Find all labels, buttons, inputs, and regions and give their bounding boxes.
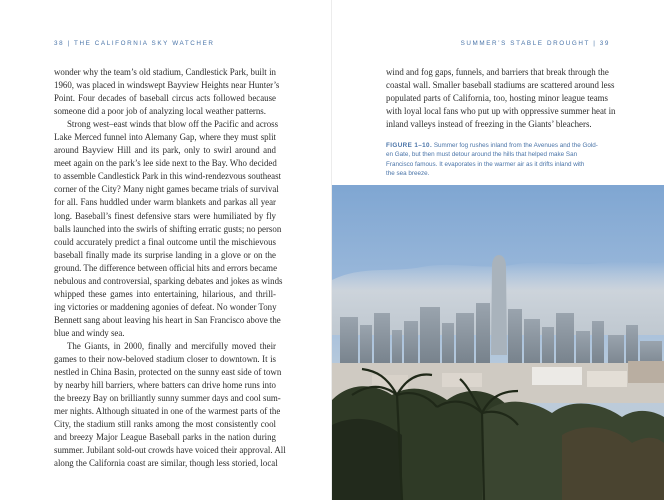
- text-line: mer nights. Although situated in one of the warmest parts of the: [54, 406, 281, 417]
- text-line: someone did a poor job of analyzing local weather patterns.: [54, 106, 266, 117]
- text-line: and breezy Major League Baseball parks in the nation during: [54, 432, 276, 443]
- right-body-text: [386, 66, 616, 131]
- right-running-header: SUMMER’S STABLE DROUGHT | 39: [460, 40, 610, 47]
- caption-line: Summer fog rushes inland from the Avenues and the Gold-: [432, 142, 598, 149]
- text-line: with loyal local fans who put up with oppressive summer heat in: [386, 106, 616, 117]
- text-line: the breezy Bay on brilliantly sunny summer days and cool sum-: [54, 393, 281, 404]
- caption-line: en Gate, but then must detour around the hills that helped make San: [386, 151, 578, 159]
- text-line: summer. Jubilant sold-out crowds have voiced their approval. All: [54, 445, 286, 456]
- text-line: nebulous and controversial, sparking debates and jokes as winds: [54, 275, 283, 286]
- figure-label: FIGURE 1–10.: [386, 142, 433, 149]
- fog-over-city-photo: [332, 185, 664, 500]
- text-line: Lake Merced funnel into Alemany Gap, where they must split: [54, 132, 276, 143]
- left-running-header: 38 | THE CALIFORNIA SKY WATCHER: [54, 40, 215, 47]
- text-line: around Bayview Hill and its park, only to swirl around and: [54, 145, 276, 156]
- figure-caption: [386, 141, 612, 178]
- text-line: ing victories or maddening agonies of defeat. No wonder Tony: [54, 301, 277, 312]
- caption-line: the sea breeze.: [386, 169, 430, 177]
- text-line: games to their now-beloved stadium closer to downtown. It is: [54, 354, 276, 365]
- text-line: 1960, was placed in windswept Bayview Heights near Hunter’s: [54, 80, 280, 91]
- text-line: inland valleys instead of freezing in the Giants’ bleachers.: [386, 119, 592, 130]
- text-line: to assemble Candlestick Park in this wind-rendezvous southeast: [54, 171, 282, 182]
- text-line: could accurately predict a final outcome until the mischievous: [54, 236, 276, 247]
- text-line: wonder why the team’s old stadium, Candlestick Park, built in: [54, 67, 276, 77]
- text-line: ground. The difference between official hits and errors became: [54, 262, 278, 273]
- text-line: whipped these games into entertaining, hilarious, and thrill-: [54, 288, 276, 299]
- text-line: baseball finally made its surprise landing in a glove or on the: [54, 249, 276, 260]
- text-line: for all. Fans huddled under warm blankets and parkas all year: [54, 197, 276, 208]
- text-line: nestled in China Basin, protected on the sunny east side of town: [54, 367, 282, 378]
- text-line: meet again on the park’s lee side next to the Bay. Who decided: [54, 158, 277, 169]
- text-line: balls launched into the swirls of shifting erratic gusts; no person: [54, 223, 282, 234]
- text-line: The Giants, in 2000, finally and mercifully moved their: [67, 340, 276, 351]
- text-line: wind and fog gaps, funnels, and barriers that break through the: [386, 67, 609, 77]
- tower: [491, 255, 507, 355]
- text-line: by nearby hill barriers, where batters can drive home runs into: [54, 380, 276, 391]
- text-line: corner of the City? Many night games became trials of survival: [54, 184, 279, 195]
- right-page: [332, 0, 664, 500]
- text-line: City, the stadium still ranks among the most consistently cool: [54, 419, 276, 430]
- text-line: coastal wall. Smaller baseball stadiums are scattered around less: [386, 80, 615, 91]
- photo-illustration: [332, 185, 664, 500]
- text-line: Strong west–east winds that blow off the Pacific and across: [67, 119, 279, 130]
- text-line: Point. Four decades of baseball circus acts followed because: [54, 93, 276, 104]
- text-line: along the California coast are similar, though less storied, local: [54, 458, 278, 469]
- text-line: long. Baseball’s finest defensive stars were humiliated by fly: [54, 210, 276, 221]
- caption-line: Francisco famous. It evaporates in the warmer air as it drifts inland with: [386, 160, 585, 168]
- left-body-text: [54, 66, 286, 470]
- text-line: Bennett sang about leaving his heart in San Francisco above the: [54, 314, 281, 325]
- text-line: populated parts of California, too, hosting minor league teams: [386, 93, 608, 104]
- text-line: blue and windy sea.: [54, 327, 125, 338]
